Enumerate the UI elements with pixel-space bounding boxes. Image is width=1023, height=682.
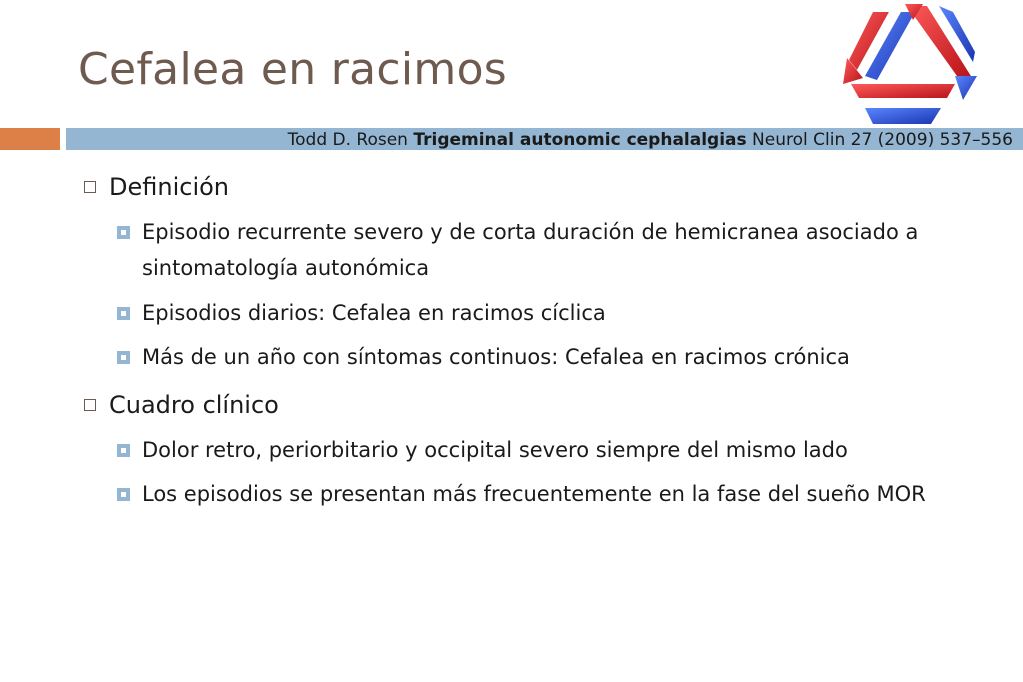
slide-title: Cefalea en racimos [78,44,508,95]
list-item-text: Más de un año con síntomas continuos: Cefalea en racimos crónica [142,345,850,369]
section-heading-text: Definición [109,173,229,201]
list-item-text: Dolor retro, periorbitario y occipital severo siempre del mismo lado [142,438,848,462]
square-bullet-icon [117,226,130,239]
citation-authors: Todd D. Rosen [287,130,408,150]
citation-journal: Neurol Clin 27 (2009) 537–556 [752,130,1013,150]
square-bullet-icon [117,444,130,457]
list-item-text: Episodios diarios: Cefalea en racimos cíclica [142,301,606,325]
list-item-text: Los episodios se presentan más frecuentemente en la fase del sueño MOR [142,482,926,506]
accent-bar-orange [0,128,60,150]
square-bullet-icon [117,488,130,501]
list-item-text: Episodio recurrente severo y de corta duración de hemicranea asociado a sintomatología autonómica [142,220,919,280]
citation [288,129,1013,151]
hollow-square-bullet-icon [84,181,96,193]
citation-article: Trigeminal autonomic cephalalgias [413,130,747,150]
square-bullet-icon [117,307,130,320]
triangular-arrows-logo-icon [843,4,977,126]
section-heading-text: Cuadro clínico [109,391,279,419]
square-bullet-icon [117,351,130,364]
hollow-square-bullet-icon [84,399,96,411]
